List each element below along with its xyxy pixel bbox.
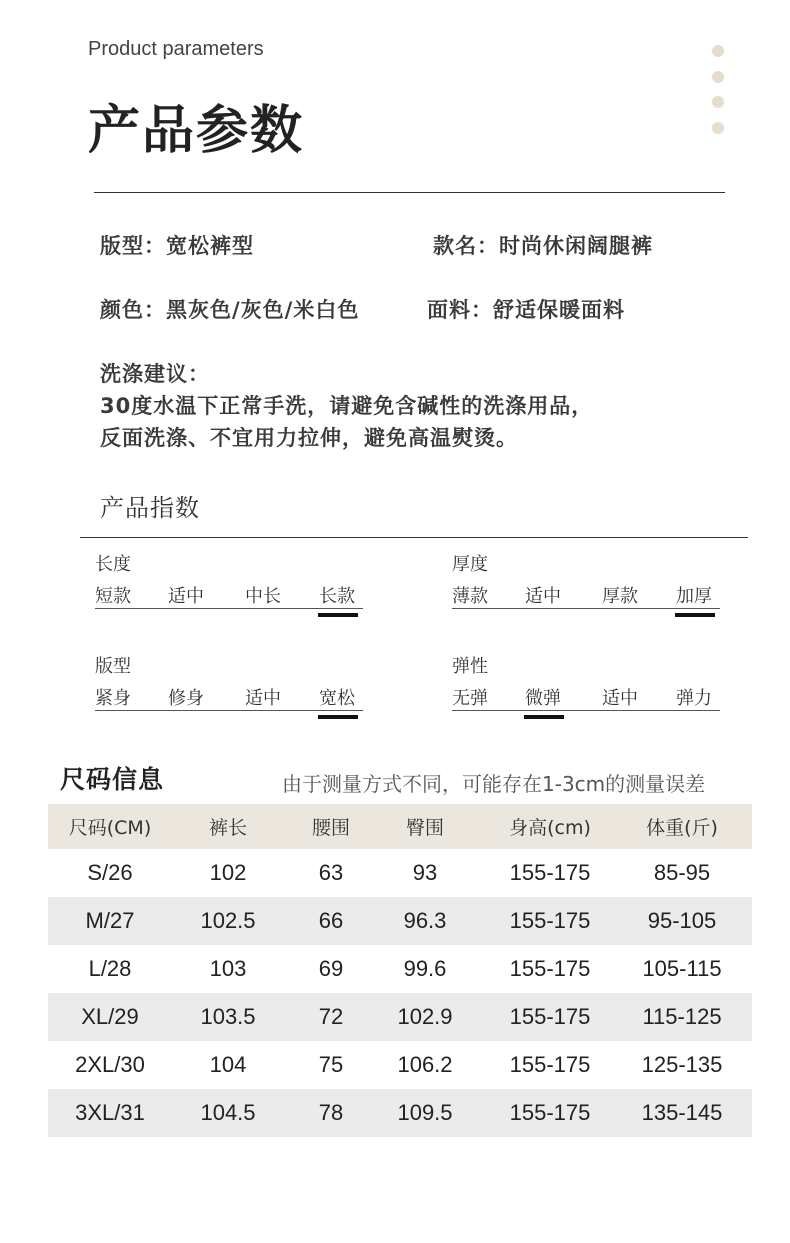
table-cell: 93 — [412, 860, 438, 885]
gauge-thickness — [452, 550, 720, 609]
gauge-fit — [95, 652, 363, 711]
gauge-option: 适中 — [245, 688, 281, 709]
table-cell: 155-175 — [509, 956, 591, 981]
column-header: 臀围 — [405, 817, 445, 839]
table-cell: 95-105 — [647, 908, 717, 933]
table-row — [48, 945, 752, 993]
index-title: 产品指数 — [100, 494, 200, 522]
gauge-options — [95, 678, 363, 711]
table-cell: 155-175 — [509, 860, 591, 885]
table-cell: 115-125 — [642, 1004, 722, 1029]
table-cell: 155-175 — [509, 1100, 591, 1125]
gauge-option: 短款 — [95, 586, 131, 607]
gauge-option: 适中 — [602, 688, 638, 709]
table-cell: 69 — [318, 956, 344, 981]
table-row — [48, 897, 752, 945]
table-cell: 155-175 — [509, 1052, 591, 1077]
gauge-option: 宽松 — [319, 684, 355, 710]
column-header: 体重(斤) — [646, 817, 718, 839]
table-cell: 102 — [209, 860, 247, 885]
gauge-option: 无弹 — [452, 688, 488, 709]
column-header: 身高(cm) — [509, 817, 591, 839]
gauge-options — [95, 576, 363, 609]
table-cell: 2XL/30 — [75, 1052, 145, 1077]
size-table — [48, 804, 752, 1137]
gauge-option: 弹力 — [676, 688, 712, 709]
gauge-option: 加厚 — [676, 582, 712, 608]
table-row — [48, 849, 752, 897]
wash-advice — [100, 358, 593, 454]
dot-icon — [712, 122, 724, 134]
gauge-option: 修身 — [168, 688, 204, 709]
gauge-option: 长款 — [319, 582, 355, 608]
column-header: 裤长 — [208, 817, 248, 839]
table-cell: 135-145 — [641, 1100, 723, 1125]
table-cell: 155-175 — [509, 1004, 591, 1029]
param-color: 颜色：黑灰色/灰色/米白色 — [100, 298, 360, 322]
table-cell: 104 — [209, 1052, 247, 1077]
decorative-dots — [712, 45, 724, 147]
table-cell: M/27 — [85, 908, 135, 933]
wash-line: 反面洗涤、不宜用力拉伸，避免高温熨烫。 — [100, 426, 518, 450]
dot-icon — [712, 96, 724, 108]
divider — [80, 537, 748, 538]
table-cell: 102.5 — [200, 908, 256, 933]
param-style-name: 款名：时尚休闲阔腿裤 — [433, 234, 653, 258]
size-info-note: 由于测量方式不同，可能存在1-3cm的测量误差 — [282, 772, 706, 796]
gauge-option: 适中 — [525, 586, 561, 607]
gauge-option: 中长 — [245, 586, 281, 607]
table-cell: S/26 — [87, 860, 133, 885]
gauge-label: 弹性 — [452, 656, 488, 677]
table-row — [48, 1089, 752, 1137]
table-cell: 75 — [318, 1052, 344, 1077]
wash-title: 洗涤建议： — [100, 362, 210, 386]
gauge-option: 厚款 — [602, 586, 638, 607]
english-title: Product parameters — [88, 38, 264, 60]
gauge-label: 长度 — [95, 554, 131, 575]
table-header-row — [48, 804, 752, 849]
table-cell: 96.3 — [403, 908, 447, 933]
wash-line: 30度水温下正常手洗，请避免含碱性的洗涤用品， — [100, 394, 594, 418]
table-cell: 85-95 — [653, 860, 711, 885]
table-cell: 72 — [318, 1004, 344, 1029]
gauge-option: 微弹 — [525, 684, 561, 710]
table-cell: 103 — [209, 956, 247, 981]
table-cell: 155-175 — [509, 908, 591, 933]
gauge-options — [452, 576, 720, 609]
gauge-options — [452, 678, 720, 711]
table-cell: 78 — [318, 1100, 344, 1125]
gauge-option: 紧身 — [95, 688, 131, 709]
table-cell: 106.2 — [397, 1052, 453, 1077]
dot-icon — [712, 45, 724, 57]
param-fabric: 面料：舒适保暖面料 — [427, 298, 625, 322]
table-cell: 105-115 — [642, 956, 722, 981]
table-cell: 63 — [318, 860, 344, 885]
table-cell: 3XL/31 — [75, 1100, 145, 1125]
gauge-length — [95, 550, 363, 609]
page-title: 产品参数 — [88, 101, 305, 161]
table-row — [48, 1041, 752, 1089]
table-cell: 103.5 — [200, 1004, 256, 1029]
size-info-title: 尺码信息 — [60, 765, 165, 794]
column-header: 腰围 — [311, 817, 351, 839]
table-cell: 125-135 — [641, 1052, 723, 1077]
table-cell: 109.5 — [397, 1100, 453, 1125]
param-fit: 版型：宽松裤型 — [100, 234, 254, 258]
table-cell: L/28 — [88, 956, 132, 981]
gauge-option: 适中 — [168, 586, 204, 607]
gauge-elasticity — [452, 652, 720, 711]
gauge-option: 薄款 — [452, 586, 488, 607]
dot-icon — [712, 71, 724, 83]
table-cell: XL/29 — [81, 1004, 139, 1029]
column-header: 尺码(CM) — [68, 817, 152, 839]
table-cell: 99.6 — [403, 956, 447, 981]
table-cell: 104.5 — [200, 1100, 256, 1125]
table-cell: 66 — [318, 908, 344, 933]
gauge-label: 厚度 — [452, 554, 488, 575]
table-row — [48, 993, 752, 1041]
table-cell: 102.9 — [397, 1004, 453, 1029]
divider — [94, 192, 725, 193]
gauge-label: 版型 — [95, 656, 131, 677]
